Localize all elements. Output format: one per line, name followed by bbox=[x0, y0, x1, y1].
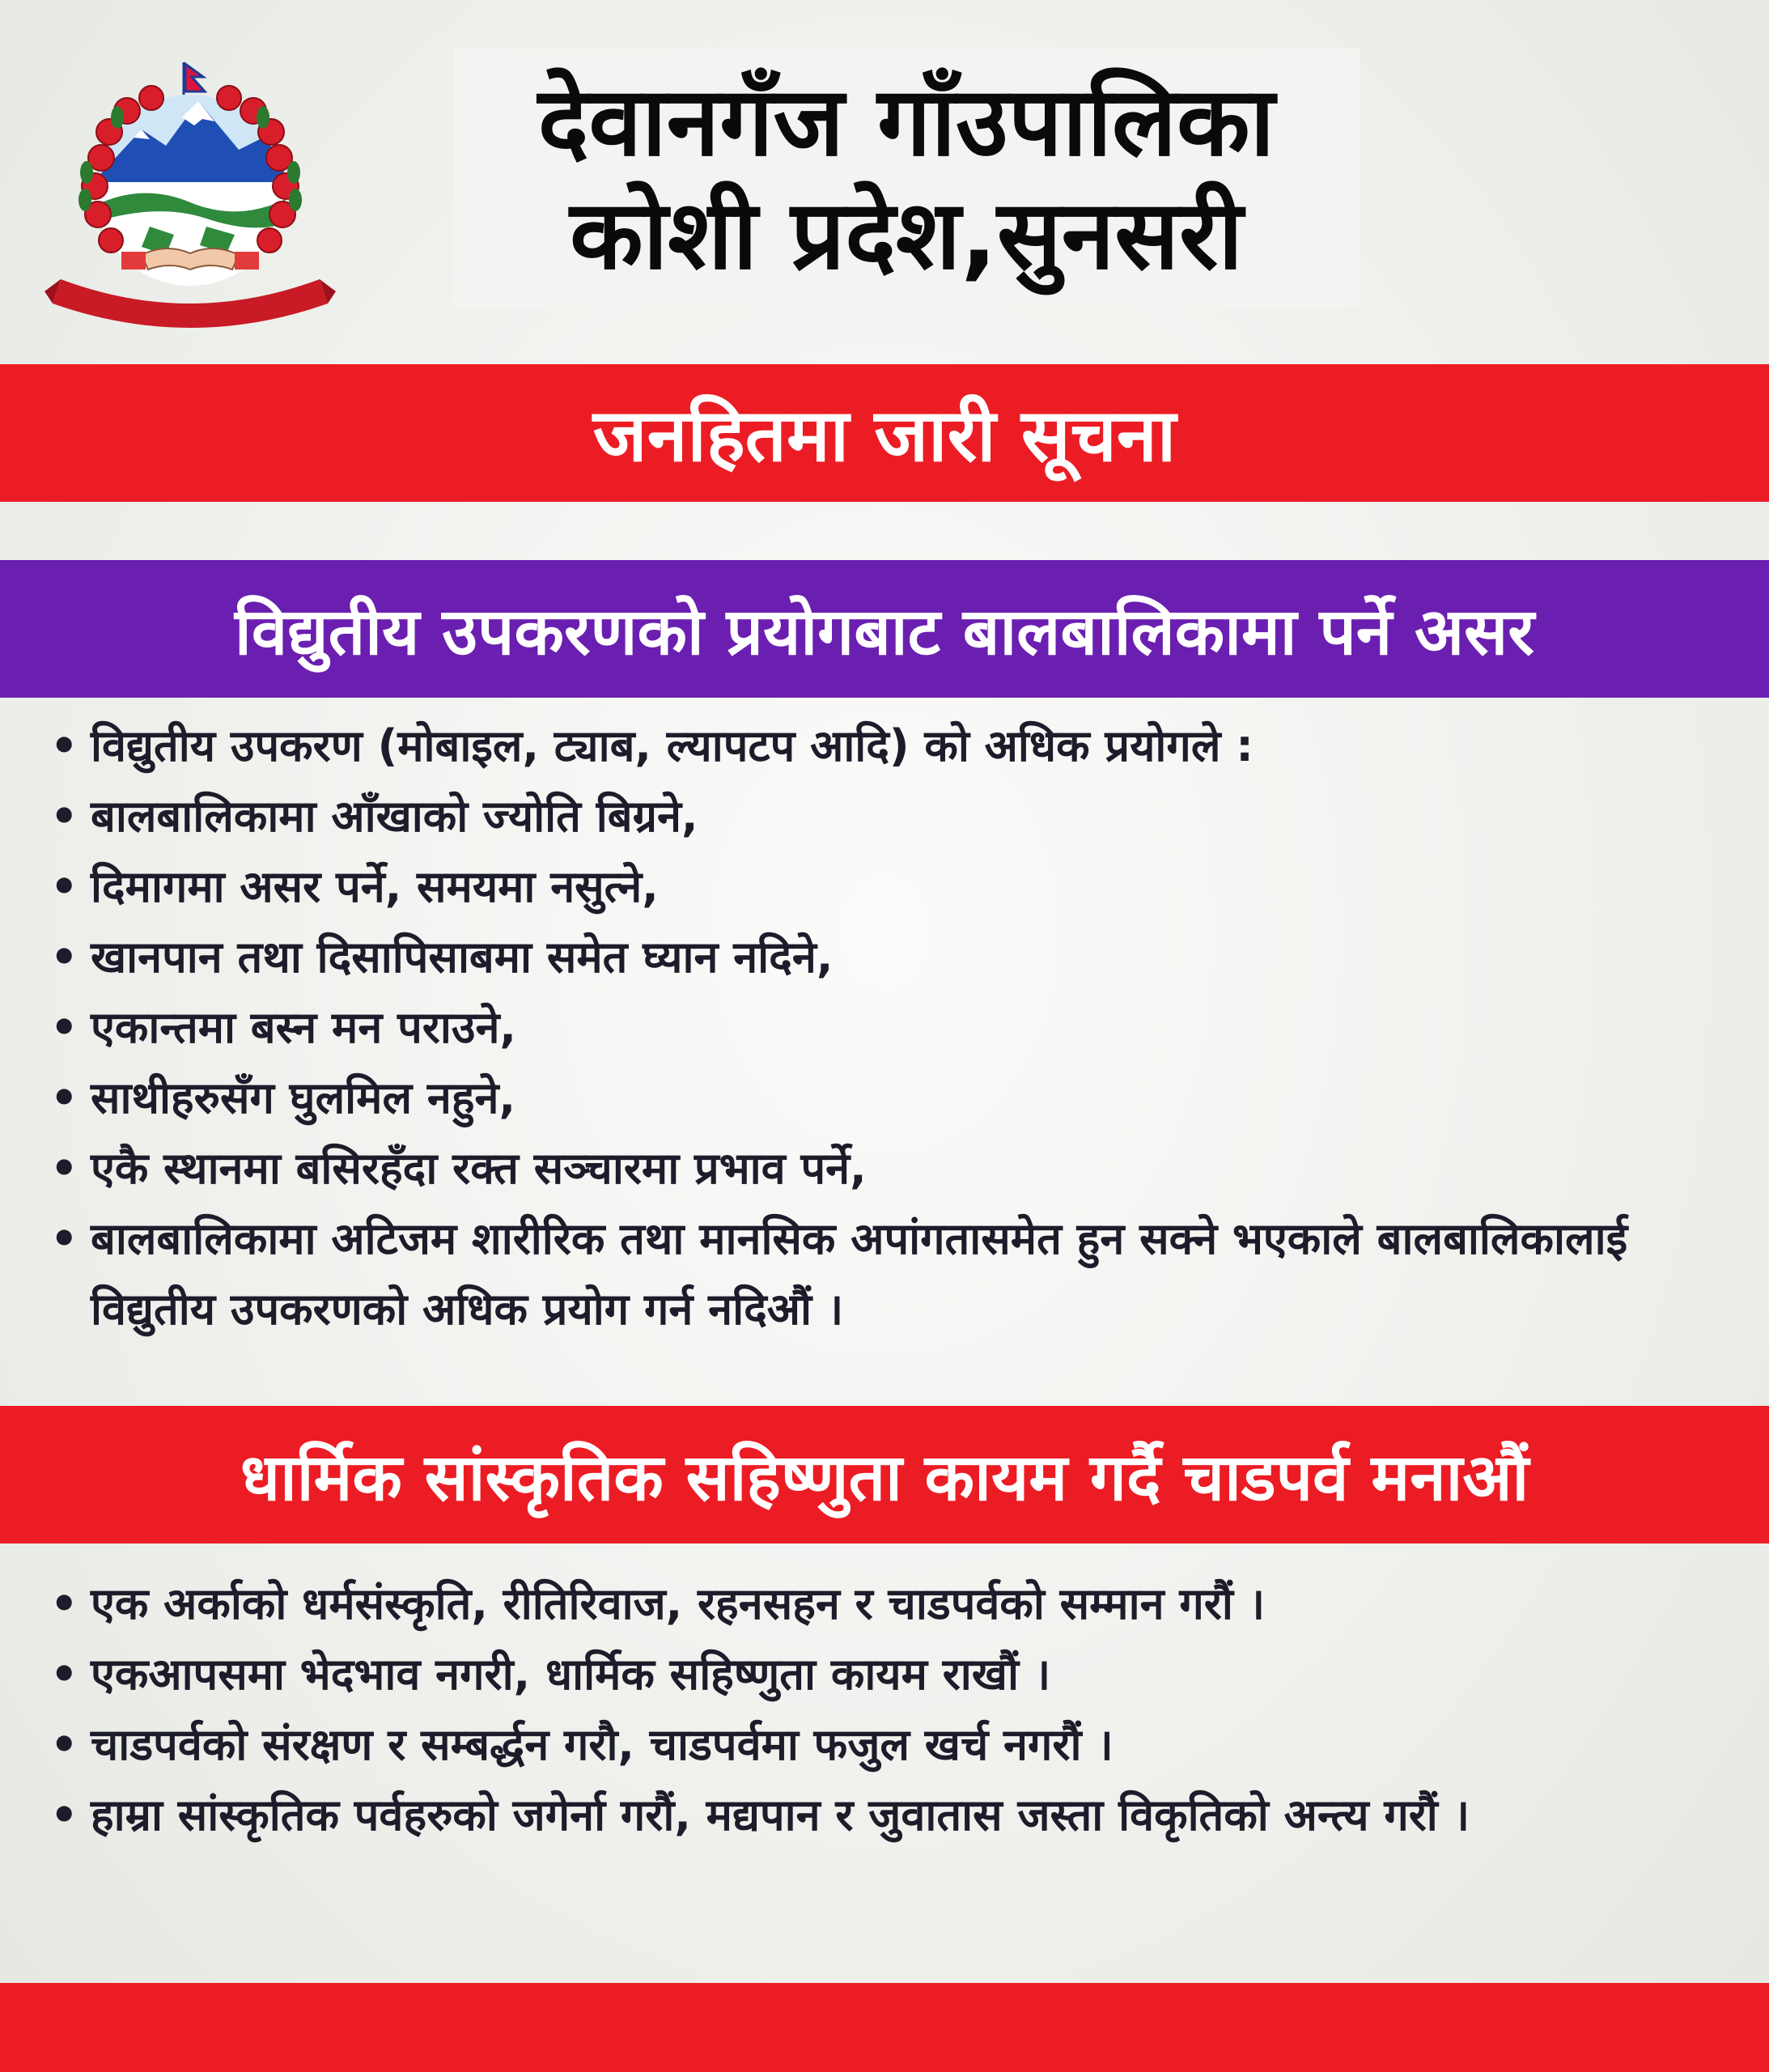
list-item: • चाडपर्वको संरक्षण र सम्बर्द्धन गरौ, चाडपर्वमा फजुल खर्च नगरौं । bbox=[49, 1709, 1732, 1780]
list-item: • एकै स्थानमा बसिरहँदा रक्त सञ्चारमा प्रभाव पर्ने, bbox=[49, 1133, 1732, 1204]
public-notice-banner: जनहितमा जारी सूचना bbox=[0, 364, 1769, 502]
section2-list bbox=[49, 1569, 1732, 1850]
list-item: • एकआपसमा भेदभाव नगरी, धार्मिक सहिष्णुता कायम राखौं । bbox=[49, 1639, 1732, 1709]
bullet-icon: • bbox=[50, 1072, 78, 1123]
bullet-icon: • bbox=[50, 1790, 78, 1841]
list-item: • एक अर्काको धर्मसंस्कृति, रीतिरिवाज, रहनसहन र चाडपर्वको सम्मान गरौं । bbox=[49, 1569, 1732, 1639]
municipality-title-box bbox=[453, 49, 1360, 308]
bullet-icon: • bbox=[50, 1002, 78, 1053]
bullet-icon: • bbox=[50, 861, 78, 912]
list-item: • हाम्रा सांस्कृतिक पर्वहरुको जगेर्ना गरौं, मद्यपान र जुवातास जस्ता विकृतिको अन्त्य गरौं । bbox=[49, 1780, 1732, 1850]
list-item: • दिमागमा असर पर्ने, समयमा नसुत्ने, bbox=[49, 851, 1732, 922]
bullet-icon: • bbox=[50, 932, 78, 983]
bullet-icon: • bbox=[50, 791, 78, 842]
bullet-icon: • bbox=[50, 1649, 78, 1700]
section1-list bbox=[49, 711, 1732, 1344]
list-item: • खानपान तथा दिसापिसाबमा समेत घ्यान नदिने, bbox=[49, 922, 1732, 992]
nepal-government-emblem-icon bbox=[45, 61, 336, 328]
footer-band bbox=[0, 1983, 1769, 2072]
header bbox=[0, 0, 1769, 364]
bullet-icon: • bbox=[50, 720, 78, 771]
list-item: • एकान्तमा बस्न मन पराउने, bbox=[49, 992, 1732, 1063]
list-item: • विद्युतीय उपकरण (मोबाइल, ट्याब, ल्यापटप आदि) को अधिक प्रयोगले : bbox=[49, 711, 1732, 781]
bullet-icon: • bbox=[50, 1719, 78, 1770]
section1-heading: विद्युतीय उपकरणको प्रयोगबाट बालबालिकामा पर्ने असर bbox=[0, 560, 1769, 698]
section2-heading: धार्मिक सांस्कृतिक सहिष्णुता कायम गर्दै चाडपर्व मनाऔं bbox=[0, 1406, 1769, 1543]
list-item: • साथीहरुसँग घुलमिल नहुने, bbox=[49, 1063, 1732, 1133]
municipality-name: देवानगँज गाँउपालिका bbox=[537, 66, 1275, 177]
bullet-icon: • bbox=[50, 1143, 78, 1194]
list-item: • बालबालिकामा आँखाको ज्योति बिग्रने, bbox=[49, 781, 1732, 851]
bullet-icon: • bbox=[50, 1578, 78, 1629]
province-district: कोशी प्रदेश,सुनसरी bbox=[570, 179, 1243, 291]
list-item: • बालबालिकामा अटिजम शारीरिक तथा मानसिक अपांगतासमेत हुन सक्ने भएकाले बालबालिकालाई विद्युतीय उपकरणको अधिक प्रयोग गर्न नदिऔं । bbox=[49, 1204, 1732, 1344]
bullet-icon: • bbox=[50, 1213, 78, 1264]
